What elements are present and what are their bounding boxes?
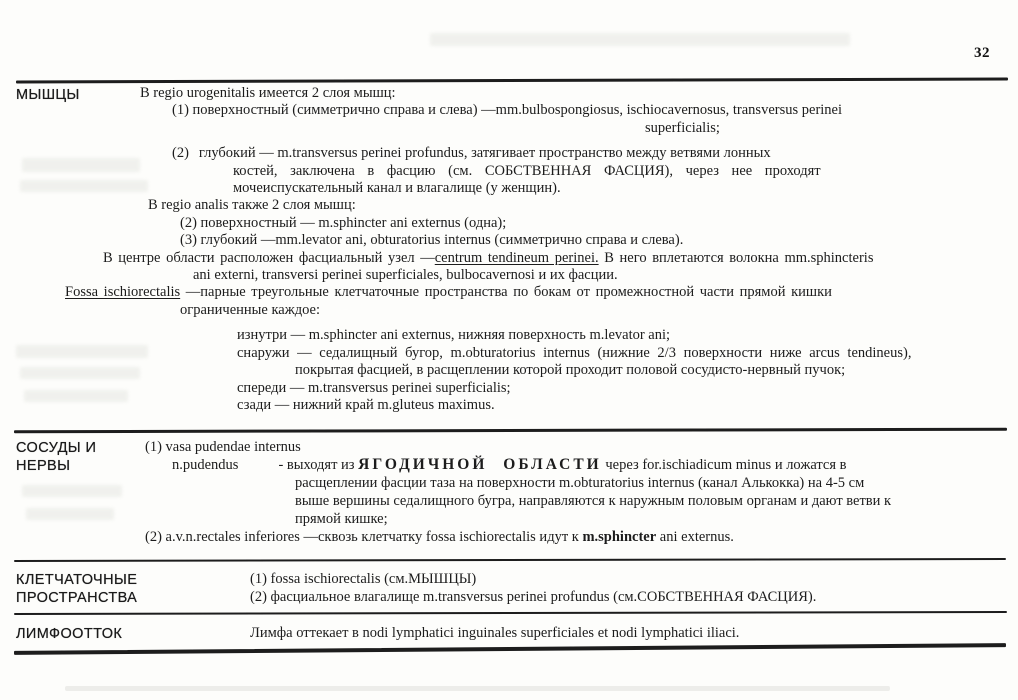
text-line: [295, 510, 1006, 528]
text-line: [193, 267, 1006, 284]
section-label-line: ЛИМФООТТОК: [16, 626, 123, 642]
text-line: [65, 284, 1006, 301]
text-run: снаружи — седалищный бугор, m.obturatorius internus (нижние 2/3 поверхности ниже arcus tendineus),: [237, 344, 912, 361]
text-run: расщеплении фасции таза на поверхности m.obturatorius internus (канал Алькокка) на 4-5 см: [295, 475, 865, 491]
text-run: ani externi, transversi perinei superficiales, bulbocavernosi и их фасции.: [193, 267, 618, 284]
text-run: centrum tendineum perinei.: [434, 249, 599, 266]
divider-bottom: [14, 643, 1006, 655]
text-run: Лимфа оттекает в nodi lymphatici inguinales superficiales et nodi lymphatici iliaci.: [250, 625, 740, 641]
text-line: [172, 102, 1006, 119]
text-run: (2) a.v.n.rectales inferiores —сквозь клетчатку fossa ischiorectalis идут к: [145, 529, 583, 545]
section-label: [16, 571, 137, 607]
text-line: [145, 528, 1006, 546]
text-run: ani externus.: [656, 529, 734, 545]
text-run: изнутри — m.sphincter ani externus, нижняя поверхность m.levator ani;: [237, 327, 671, 344]
text-line: [172, 145, 1006, 162]
section-label-line: ПРОСТРАНСТВА: [16, 590, 138, 606]
section-lymph-drainage: [16, 624, 1006, 642]
section-label: [16, 439, 96, 475]
text-line: [172, 456, 1006, 474]
text-line: [250, 588, 1006, 606]
text-run: выше вершины седалищного бугра, направляются к наружным половым органам и дают ветви к: [295, 493, 892, 509]
divider-top: [16, 78, 1008, 84]
text-run: Fossa ischiorectalis: [65, 284, 181, 301]
text-line: [140, 85, 1006, 102]
text-line: [237, 345, 1006, 362]
text-run: глубокий — m.transversus perinei profundus, затягивает пространство между ветвями лонных: [198, 145, 771, 162]
divider-spaces: [14, 558, 1006, 562]
text-run: покрытая фасцией, в расщеплении которой проходит половой сосудисто-нервный пучок;: [295, 362, 846, 379]
section-label-line: МЫШЦЫ: [16, 87, 80, 103]
text-run: (1) vasa pudendae internus: [145, 439, 301, 455]
text-line: [103, 250, 1006, 267]
text-line: [237, 397, 1006, 414]
text-run: - выходят из: [278, 457, 359, 473]
text-line: [250, 570, 1006, 588]
text-line: [295, 474, 1006, 492]
text-run: мочеиспускательный канал и влагалище (у женщин).: [233, 180, 561, 197]
text-line: [295, 492, 1006, 510]
section-cellular-spaces: [16, 570, 1006, 606]
text-run: (2) поверхностный — m.sphincter ani externus (одна);: [180, 214, 507, 231]
text-run: через for.ischiadicum minus и ложатся в: [601, 457, 847, 473]
section-label: [16, 625, 122, 643]
section-label-line: КЛЕТЧАТОЧНЫЕ: [16, 572, 138, 588]
text-line: [250, 624, 1006, 642]
text-run: (2): [172, 145, 189, 162]
text-line: [180, 302, 1006, 319]
text-run: (3) глубокий —mm.levator ani, obturatorius internus (симметрично справа и слева).: [180, 232, 684, 249]
text-line: [233, 163, 1006, 180]
divider-vessels: [14, 428, 1007, 434]
text-line: [237, 380, 1006, 397]
text-line: [145, 438, 1006, 456]
section-body: [250, 570, 1006, 606]
section-vessels-nerves: [16, 438, 1006, 546]
section-body: [145, 438, 1006, 546]
section-body: [250, 624, 1006, 642]
text-run: В regio analis также 2 слоя мышц:: [148, 197, 356, 214]
text-line: [295, 362, 1006, 379]
text-run: —парные треугольные клетчаточные пространства по бокам от промежностной части прямой кишки: [180, 284, 832, 301]
section-label-line: СОСУДЫ И: [16, 440, 97, 456]
text-run: В центре области расположен фасциальный узел —: [103, 249, 435, 266]
text-line: [233, 180, 1006, 197]
text-run: В regio urogenitalis имеется 2 слоя мышц:: [140, 85, 396, 101]
text-run: (1) fossa ischiorectalis (см.МЫШЦЫ): [250, 571, 477, 587]
text-run: спереди — m.transversus perinei superficialis;: [237, 379, 511, 396]
text-run: (1) поверхностный (симметрично справа и слева) —mm.bulbospongiosus, ischiocavernosus, transversus perinei: [172, 102, 843, 119]
text-run: n.pudendus: [172, 457, 239, 473]
section-body: [65, 85, 1006, 414]
text-run: костей, заключена в фасцию (см. СОБСТВЕННАЯ ФАСЦИЯ), через нее проходят: [233, 162, 821, 179]
text-run: superficialis;: [645, 119, 720, 136]
scan-artifact: [430, 33, 850, 46]
text-run: прямой кишке;: [295, 511, 388, 527]
text-line: [237, 327, 1006, 344]
divider-lymph: [14, 611, 1007, 615]
text-line: [148, 197, 1006, 214]
text-line: [180, 215, 1006, 232]
page-number: 32: [974, 45, 990, 61]
section-muscles: [16, 85, 1006, 414]
scan-artifact: [65, 686, 890, 691]
text-run: сзади — нижний край m.gluteus maximus.: [237, 396, 495, 413]
text-line: [645, 120, 1006, 137]
text-line: [180, 232, 1006, 249]
section-label-line: НЕРВЫ: [16, 458, 71, 474]
text-run: ограниченные каждое:: [180, 301, 321, 318]
text-run: В него вплетаются волокна mm.sphincteris: [598, 249, 874, 266]
text-run: m.sphincter: [582, 529, 657, 545]
text-run: ЯГОДИЧНОЙ ОБЛАСТИ: [358, 456, 602, 473]
text-run: (2) фасциальное влагалище m.transversus perinei profundus (см.СОБСТВЕННАЯ ФАСЦИЯ).: [250, 589, 817, 605]
